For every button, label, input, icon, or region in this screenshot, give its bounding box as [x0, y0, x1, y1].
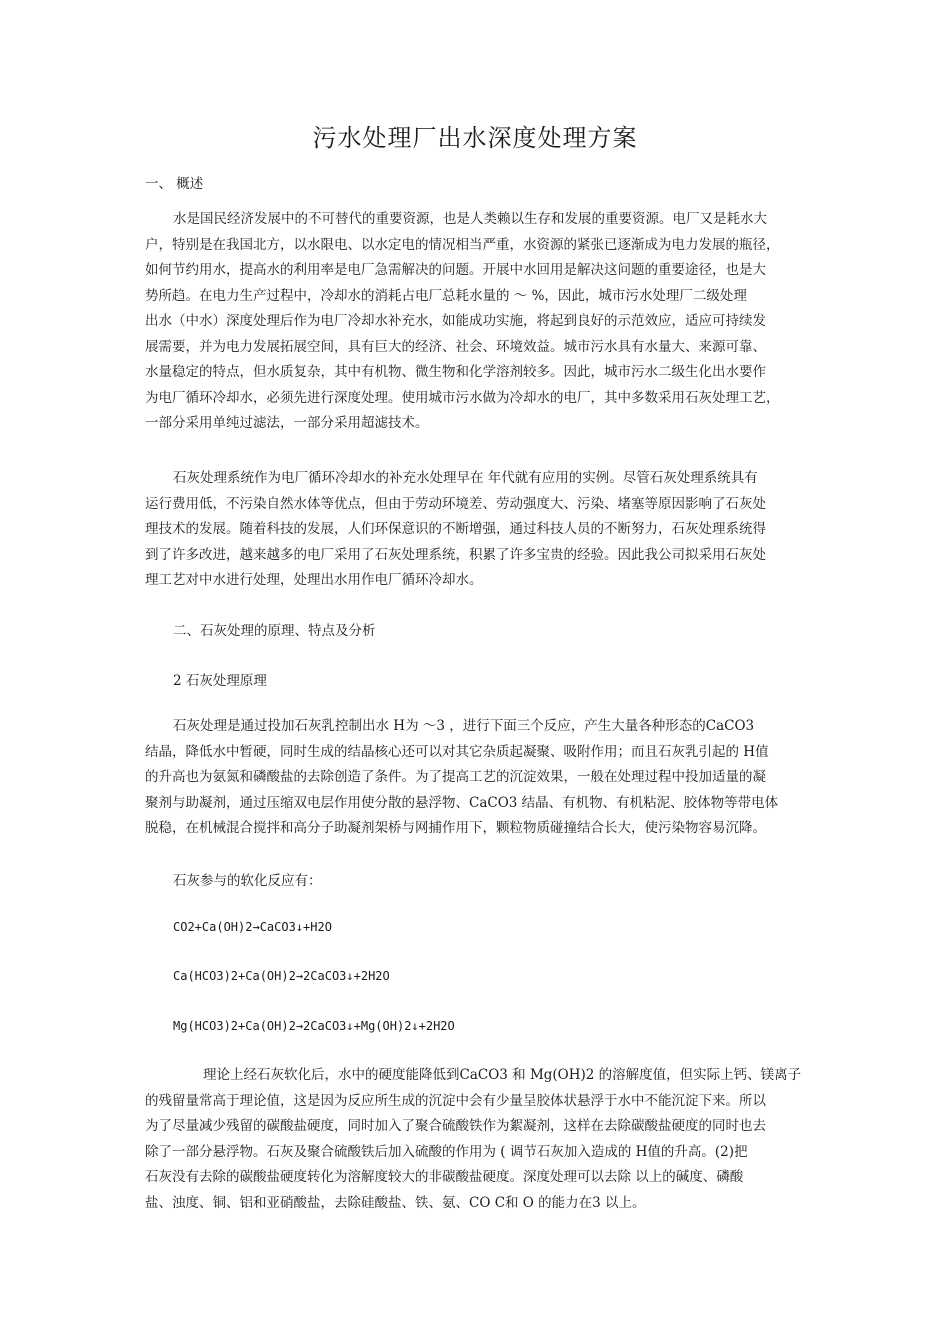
- text-line: 势所趋。在电力生产过程中，冷却水的消耗占电厂总耗水量的 ～ %，因此，城市污水处理厂二级处理: [145, 287, 747, 304]
- text-line: 理工艺对中水进行处理，处理出水用作电厂循环冷却水。: [145, 572, 483, 588]
- paragraph-theory: [145, 1063, 809, 1216]
- paragraph-lime-system: [145, 466, 809, 594]
- reaction-formula-1: CO2+Ca(OH)2→CaCO3↓+H2O: [173, 920, 332, 934]
- text-line: 一部分采用单纯过滤法，一部分采用超滤技术。: [145, 415, 429, 431]
- document-title: 污水处理厂出水深度处理方案: [312, 124, 638, 152]
- text-line: 石灰处理是通过投加石灰乳控制出水 H为 ～3 ，进行下面三个反应，产生大量各种形态的CaCO3: [173, 718, 755, 734]
- section-heading-principle: 二、石灰处理的原理、特点及分析: [173, 623, 376, 639]
- subsection-heading-principle: 2 石灰处理原理: [173, 673, 267, 689]
- text-line: 水量稳定的特点，但水质复杂，其中有机物、微生物和化学溶剂较多。因此，城市污水二级生化出水要作: [145, 364, 766, 380]
- section-heading-overview: 一、 概述: [145, 176, 204, 192]
- reaction-formula-3: Mg(HCO3)2+Ca(OH)2→2CaCO3↓+Mg(OH)2↓+2H2O: [173, 1019, 455, 1033]
- text-line: 结晶，降低水中暂硬，同时生成的结晶核心还可以对其它杂质起凝聚、吸附作用；而且石灰乳引起的 H值: [145, 743, 769, 760]
- text-line: 运行费用低，不污染自然水体等优点，但由于劳动环境差、劳动强度大、污染、堵塞等原因影响了石灰处: [145, 495, 766, 512]
- text-line: 为了尽量减少残留的碳酸盐硬度，同时加入了聚合硫酸铁作为絮凝剂，这样在去除碳酸盐硬度的同时也去: [145, 1118, 766, 1134]
- reaction-formula-2: Ca(HCO3)2+Ca(OH)2→2CaCO3↓+2H2O: [173, 969, 390, 983]
- softening-intro: 石灰参与的软化反应有：: [173, 873, 322, 889]
- text-line: 盐、浊度、铜、铝和亚硝酸盐，去除硅酸盐、铁、氨、CO C和 O 的能力在3 以上。: [145, 1194, 646, 1211]
- text-line: 如何节约用水，提高水的利用率是电厂急需解决的问题。开展中水回用是解决这问题的重要途径，也是大: [145, 262, 766, 278]
- text-line: 的升高也为氨氮和磷酸盐的去除创造了条件。为了提高工艺的沉淀效果，一般在处理过程中投加适量的凝: [145, 769, 766, 785]
- text-line: 聚剂与助凝剂，通过压缩双电层作用使分散的悬浮物、CaCO3 结晶、有机物、有机粘泥、胶体物等带电体: [145, 794, 779, 811]
- paragraph-overview: [145, 207, 809, 437]
- paragraph-principle: [145, 714, 809, 842]
- text-line: 展需要，并为电力发展拓展空间，具有巨大的经济、社会、环境效益。城市污水具有水量大、来源可靠、: [145, 338, 766, 355]
- text-line: 脱稳，在机械混合搅拌和高分子助凝剂架桥与网捕作用下，颗粒物质碰撞结合长大，使污染物容易沉降。: [145, 820, 766, 836]
- text-line: 水是国民经济发展中的不可替代的重要资源，也是人类赖以生存和发展的重要资源。电厂又是耗水大: [173, 211, 767, 227]
- text-line: 除了一部分悬浮物。石灰及聚合硫酸铁后加入硫酸的作用为 ( 调节石灰加入造成的 H值的升高。(2)把: [145, 1143, 748, 1160]
- text-line: 到了许多改进，越来越多的电厂采用了石灰处理系统，积累了许多宝贵的经验。因此我公司拟采用石灰处: [145, 546, 766, 563]
- text-line: 出水（中水）深度处理后作为电厂冷却水补充水，如能成功实施，将起到良好的示范效应，适应可持续发: [145, 313, 766, 329]
- text-line: 石灰处理系统作为电厂循环冷却水的补充水处理早在 年代就有应用的实例。尽管石灰处理系统具有: [173, 470, 758, 486]
- text-line: 户，特别是在我国北方，以水限电、以水定电的情况相当严重，水资源的紧张已逐渐成为电力发展的瓶径，: [145, 236, 780, 253]
- text-line: 理论上经石灰软化后，水中的硬度能降低到CaCO3 和 Mg(OH)2 的溶解度值，但实际上钙、镁离子: [203, 1067, 802, 1083]
- text-line: 石灰没有去除的碳酸盐硬度转化为溶解度较大的非碳酸盐硬度。深度处理可以去除 以上的碱度、磷酸: [145, 1169, 744, 1185]
- text-line: 的残留量常高于理论值，这是因为反应所生成的沉淀中会有少量呈胶体状悬浮于水中不能沉淀下来。所以: [145, 1092, 766, 1109]
- text-line: 理技术的发展。随着科技的发展，人们环保意识的不断增强，通过科技人员的不断努力，石灰处理系统得: [145, 521, 766, 537]
- text-line: 为电厂循环冷却水，必须先进行深度处理。使用城市污水做为冷却水的电厂，其中多数采用石灰处理工艺，: [145, 389, 780, 406]
